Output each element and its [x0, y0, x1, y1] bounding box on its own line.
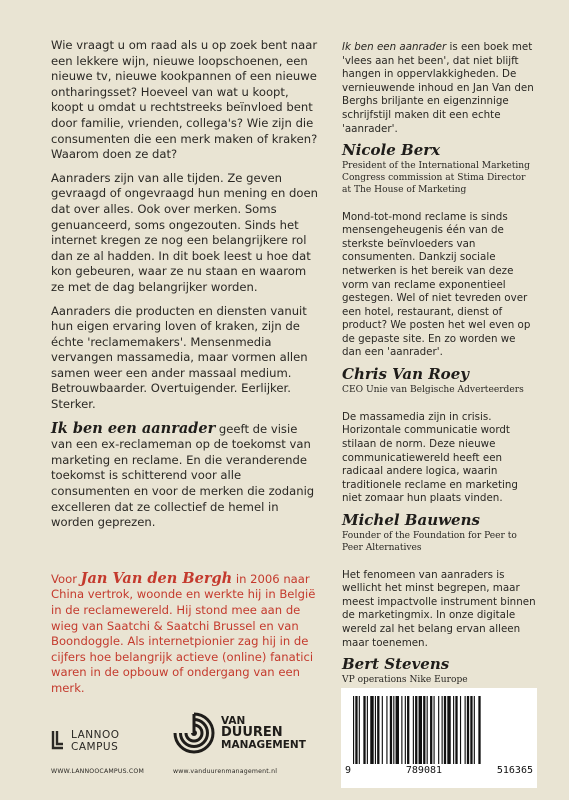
back-cover-body: [51, 38, 319, 705]
duuren-line-duuren: DUUREN: [221, 725, 283, 740]
lannoo-url: WWW.LANNOOCAMPUS.COM: [51, 768, 145, 775]
barcode-bar: [474, 696, 475, 764]
barcode-bar: [375, 696, 376, 764]
book-vision-paragraph: [51, 421, 319, 531]
book-vision-text: geeft de visie van een ex-reclameman op de toekomst van marketing en reclame. En die veranderende toekomst is schitterend voor alle consumenten en voor de merken die zodanig excelleren dat ze collectief de hemel in worden geprezen.: [51, 421, 315, 530]
reclamemakers-paragraph: Aanraders die producten en diensten vanuit hun eigen ervaring loven of kraken, zijn de échte 'reclamemakers'. Mensenmedia vervangen massamedia, maar vormen allen samen weer een ander massaal medium. Betrouwbaarder. Overtuigender. Eerlijker. Sterker.: [51, 303, 308, 412]
barcode-bar: [405, 696, 406, 764]
author-bio: [51, 571, 319, 697]
van-duuren-url: www.vanduurenmanagement.nl: [173, 768, 278, 775]
van-duuren-spiral-icon: [173, 712, 215, 754]
barcode-bar: [359, 696, 360, 764]
isbn-digit-group: 9: [345, 765, 352, 776]
isbn-digits: [345, 765, 533, 776]
barcode-bar: [465, 696, 466, 764]
lannoo-campus-logo: [51, 728, 120, 754]
testimonial-quote: De massamedia zijn in crisis. Horizontale communicatie wordt stilaan de norm. Deze nieuwe communicatiewereld heeft een radicaal andere logica, waarin traditionele reclame en marketing niet zomaar hun plaats vinden.: [342, 410, 518, 505]
testimonial-role: Founder of the Foundation for Peer to Peer Alternatives: [342, 531, 517, 553]
testimonials-column: [342, 41, 537, 701]
aanraders-paragraph: Aanraders zijn van alle tijden. Ze geven gevraagd of ongevraagd hun mening en doen dat over alles. Ook over merken. Soms genuanceerd, soms ongezouten. Sinds het internet kregen ze nog een belangrijkere rol dan ze al hadden. In dit boek leest u hoe dat kon gebeuren, waar ze nu staan en waarom ze met de dag belangrijker worden.: [51, 170, 318, 294]
barcode-bar: [390, 696, 392, 764]
testimonial-signature: Chris Van Roey: [342, 365, 469, 384]
book-title-inline: Ik ben een aanrader: [51, 419, 216, 437]
barcode-bar: [401, 696, 402, 764]
barcode-bar: [413, 696, 414, 764]
barcode-bar: [455, 696, 457, 764]
barcode-bar: [470, 696, 472, 764]
barcode-bar: [367, 696, 368, 764]
isbn-digit-group: 789081: [405, 765, 443, 776]
testimonial-role: President of the International Marketing Congress commission at Stima Director at The House of Marketing: [342, 161, 530, 195]
barcode-bar: [415, 696, 417, 764]
campus-name: CAMPUS: [71, 741, 119, 753]
barcode-bar: [423, 696, 425, 764]
author-bio-text: in 2006 naar China vertrok, woonde en werkte hij in België in de reclamewereld. Hij stond mee aan de wieg van Saatchi & Saatchi Brussel en van Boondoggle. Als internetpionier zag hij in de cijfers hoe belangrijk actieve (online) fanatici waren in de opbouw of ondergang van een merk.: [51, 571, 316, 695]
barcode-bar: [427, 696, 428, 764]
testimonial-signature: Bert Stevens: [342, 655, 450, 674]
barcode-bar: [419, 696, 422, 764]
barcode-bar: [382, 696, 383, 764]
barcode-bar: [396, 696, 399, 764]
lannoo-mark-icon: [51, 728, 65, 754]
testimonial-signature: Nicole Berx: [342, 141, 441, 160]
barcode-bar: [438, 696, 439, 764]
barcode-bar: [386, 696, 387, 764]
testimonial-quote: Het fenomeen van aanraders is wellicht het minst begrepen, maar meest impactvolle instrument binnen de marketingmix. In onze digitale wereld zal het belang ervan alleen maar toenemen.: [342, 568, 536, 649]
barcode-bar: [353, 696, 354, 764]
barcode-bar: [478, 696, 480, 764]
barcode-bar: [355, 696, 357, 764]
testimonial-quote: Ik ben een aanrader is een boek met 'vlees aan het been', dat niet blijft hangen in oppervlakkigheden. De vernieuwende inhoud en Jan Van den Berghs briljante en eigenzinnige schrijfstijl maken dit een echte 'aanrader'.: [342, 41, 534, 135]
testimonial-role: VP operations Nike Europe: [342, 675, 468, 686]
barcode-bar: [467, 696, 469, 764]
barcode-bar: [453, 696, 454, 764]
barcode-bar: [442, 696, 443, 764]
duuren-line-management: MANAGEMENT: [221, 739, 306, 751]
testimonial-role: CEO Unie van Belgische Adverteerders: [342, 385, 524, 396]
barcode-bar: [363, 696, 365, 764]
van-duuren-logo: [173, 712, 306, 754]
barcode-bars: [349, 696, 529, 766]
intro-paragraph: Wie vraagt u om raad als u op zoek bent naar een lekkere wijn, nieuwe loopschoenen, een nieuwe tv, nieuwe kookpannen of een nieuwe ontharingsset? Hoeveel van wat u koopt, koopt u omdat u rechtstreeks beïnvloed bent door familie, vrienden, collega's? Wie zijn die consumenten die een merk maken of kraken? Waarom doen ze dat?: [51, 38, 318, 162]
isbn-digit-group: 516365: [496, 765, 533, 776]
barcode-bar: [434, 696, 435, 764]
lannoo-name: LANNOO: [71, 729, 120, 741]
book-title-inline: Ik ben een aanrader: [342, 41, 447, 53]
author-name: Jan Van den Bergh: [80, 569, 233, 587]
duuren-line-van: VAN: [221, 715, 246, 727]
barcode-bar: [370, 696, 373, 764]
testimonial-quote: Mond-tot-mond reclame is sinds mensengeheugenis één van de sterkste beïnvloeders van consumenten. Dankzij sociale netwerken is het bereik van deze vorm van reclame exponentieel gestegen. Wel of niet tevreden over een hotel, restaurant, dienst of product? We posten het wel even op de gepaste site. En zo worden we dan een 'aanrader'.: [342, 210, 531, 359]
barcode-bar: [430, 696, 432, 764]
barcode-bar: [393, 696, 394, 764]
barcode-bar: [460, 696, 461, 764]
barcode-bar: [377, 696, 379, 764]
barcode-bar: [407, 696, 409, 764]
barcode-bar: [444, 696, 446, 764]
testimonial-signature: Michel Bauwens: [342, 511, 480, 530]
barcode-bar: [447, 696, 450, 764]
isbn-barcode: [341, 688, 537, 788]
author-bio-pre: Voor: [51, 571, 81, 586]
